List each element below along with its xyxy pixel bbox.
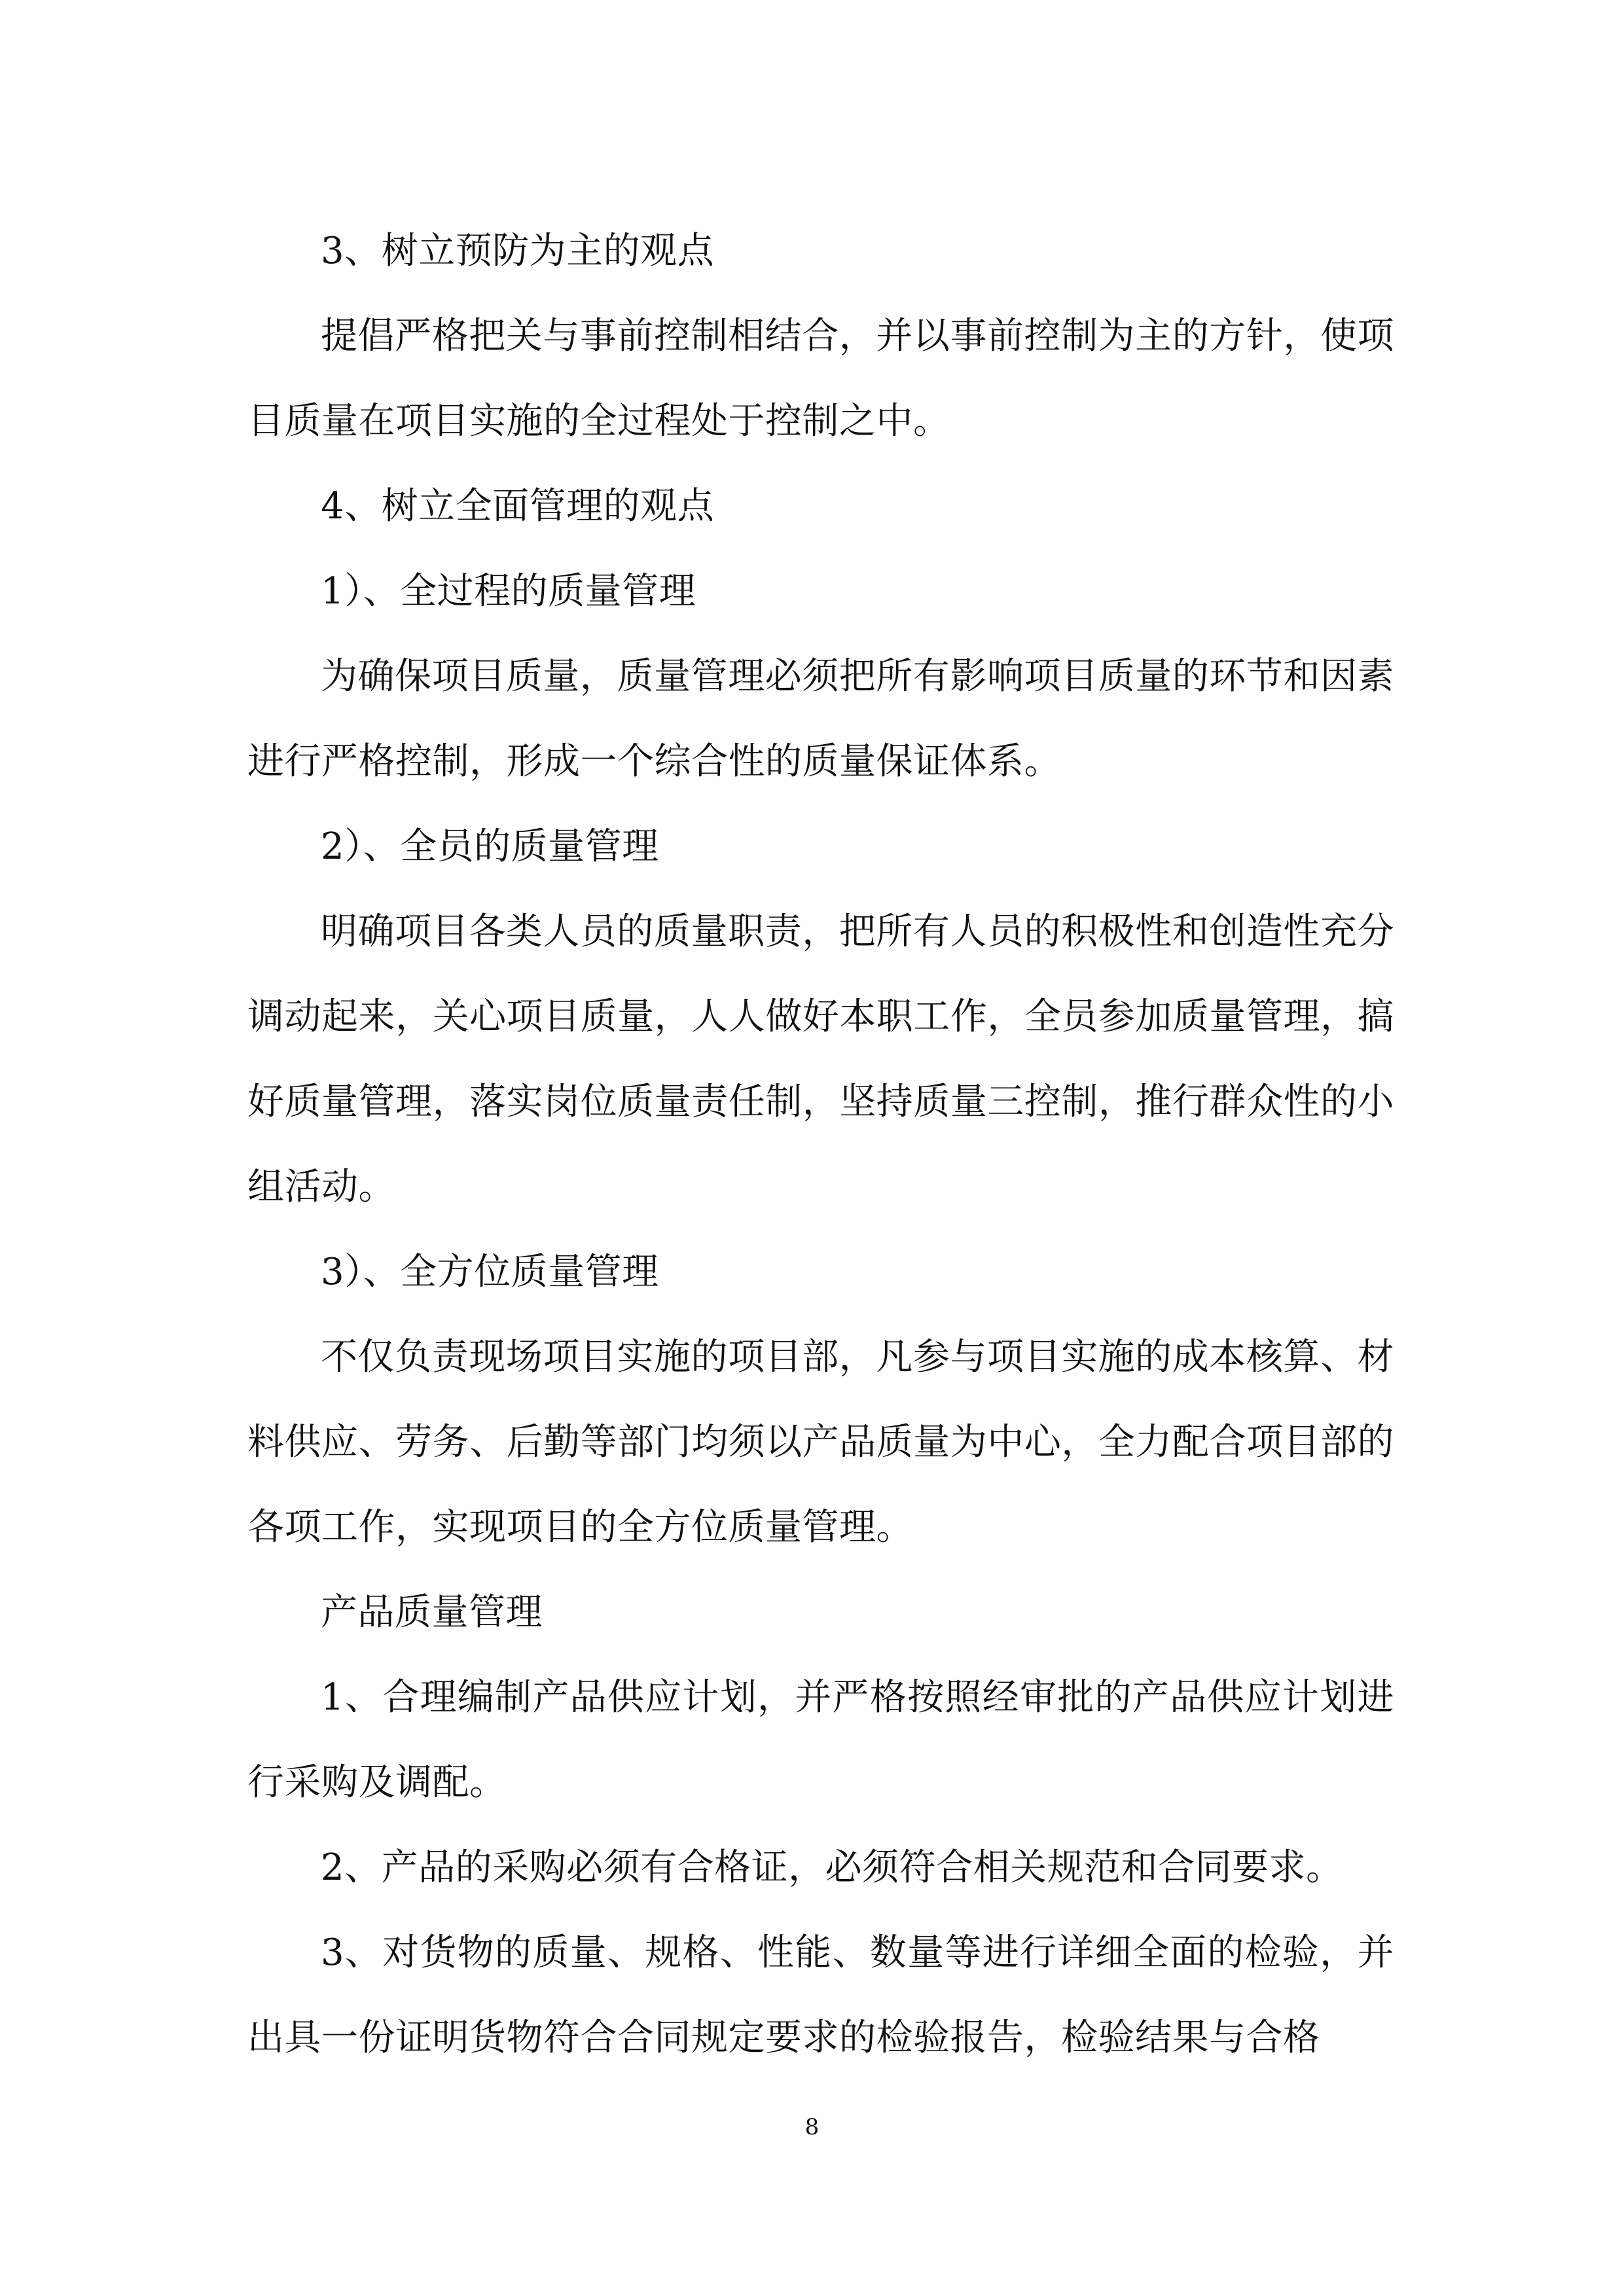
- body-text: [247, 209, 1394, 2081]
- paragraph-all-staff: 明确项目各类人员的质量职责，把所有人员的积极性和创造性充分调动起来，关心项目质量，人人做好本职工作，全员参加质量管理，搞好质量管理，落实岗位质量责任制，坚持质量三控制，推行群众性的小组活动。: [247, 910, 1394, 1208]
- paragraph-whole-process: 为确保项目质量，质量管理必须把所有影响项目质量的环节和因素进行严格控制，形成一个综合性的质量保证体系。: [247, 655, 1394, 783]
- paragraph-prior-control: 提倡严格把关与事前控制相结合，并以事前控制为主的方针，使项目质量在项目实施的全过程处于控制之中。: [247, 315, 1394, 442]
- list-item-certificate: 2、产品的采购必须有合格证，必须符合相关规范和合同要求。: [321, 1846, 1343, 1889]
- subheading-all-staff: 2）、全员的质量管理: [321, 825, 659, 868]
- list-item-inspection: 3、对货物的质量、规格、性能、数量等进行详细全面的检验，并出具一份证明货物符合合同规定要求的检验报告，检验结果与合格: [247, 1931, 1394, 2059]
- heading-product-quality: 产品质量管理: [321, 1591, 543, 1634]
- subheading-whole-process: 1）、全过程的质量管理: [321, 570, 696, 613]
- paragraph-all-round: 不仅负责现场项目实施的项目部，凡参与项目实施的成本核算、材料供应、劳务、后勤等部门均须以产品质量为中心，全力配合项目部的各项工作，实现项目的全方位质量管理。: [247, 1336, 1394, 1549]
- heading-comprehensive-management: 4、树立全面管理的观点: [321, 485, 715, 528]
- list-item-supply-plan: 1、合理编制产品供应计划，并严格按照经审批的产品供应计划进行采购及调配。: [247, 1676, 1394, 1804]
- subheading-all-round: 3）、全方位质量管理: [321, 1251, 659, 1293]
- page-number: 8: [804, 2114, 820, 2140]
- heading-prevention-first: 3、树立预防为主的观点: [321, 230, 715, 272]
